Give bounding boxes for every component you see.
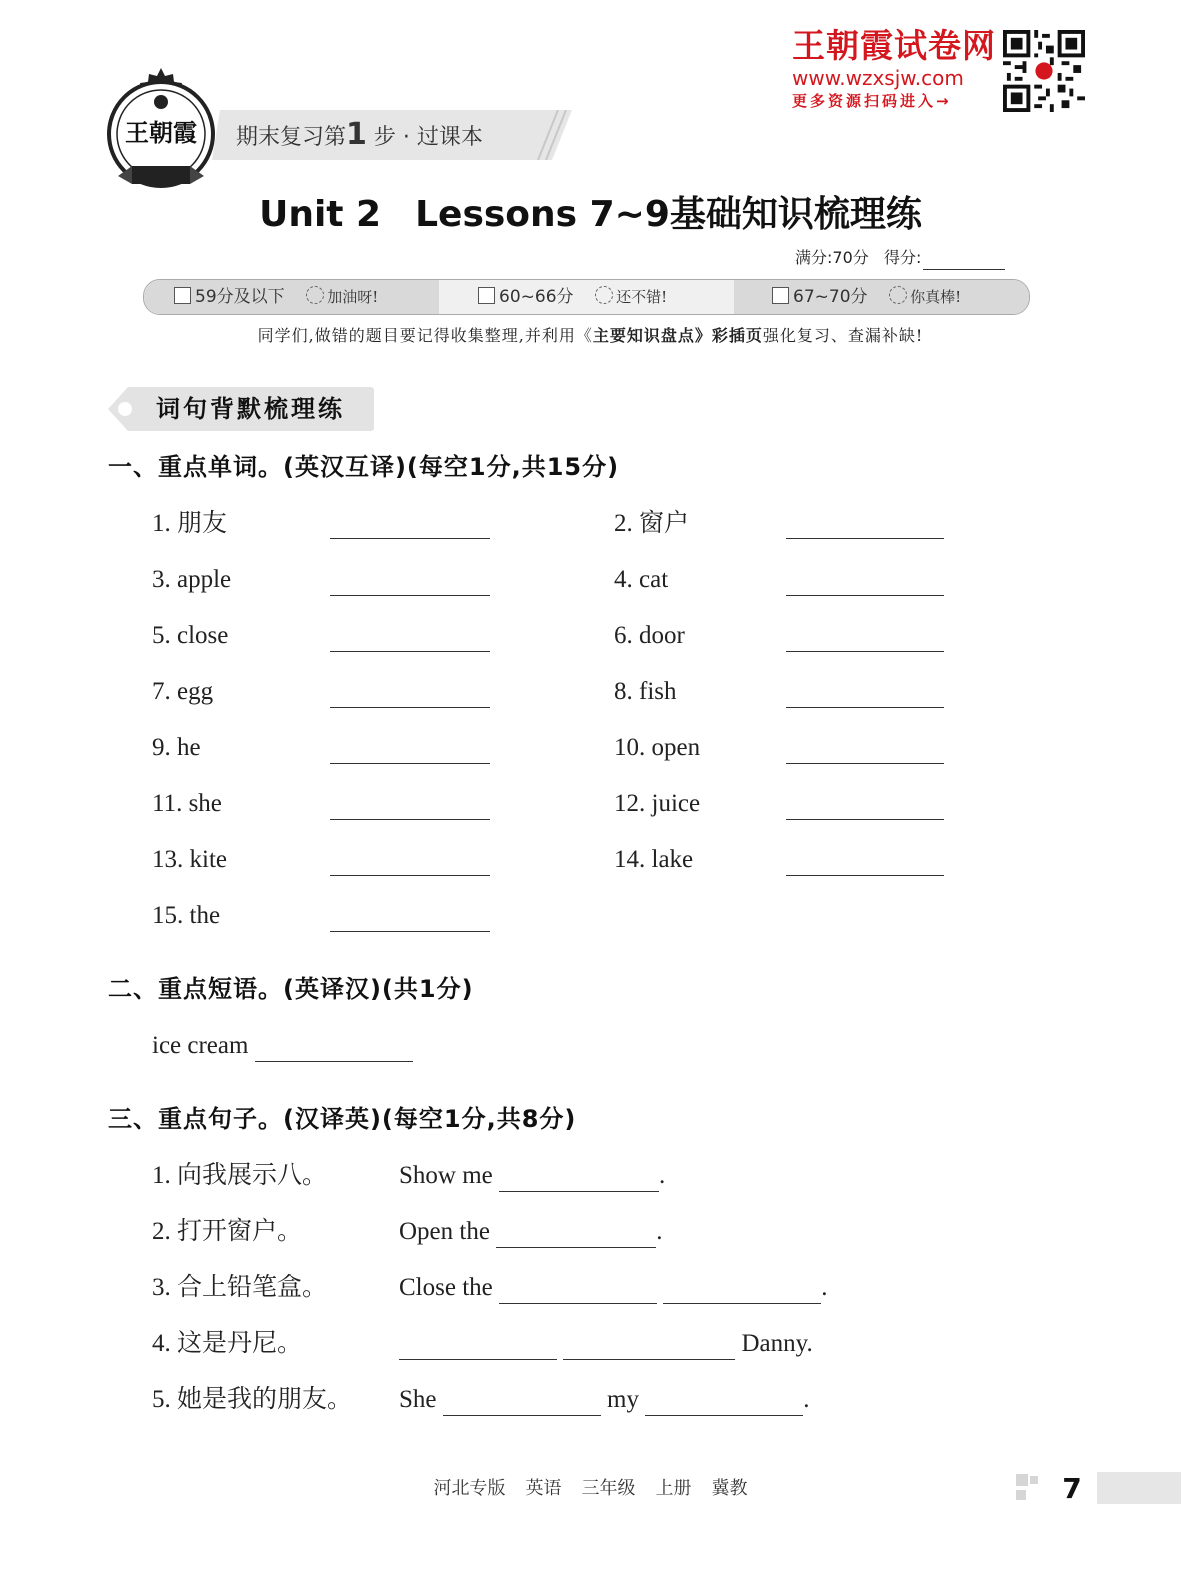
sentence-blank[interactable] bbox=[499, 1165, 659, 1192]
word-blank[interactable] bbox=[330, 707, 490, 708]
banner-title: 期末复习第1 步 · 过课本 bbox=[236, 117, 483, 152]
page-number-bar bbox=[1097, 1472, 1181, 1504]
word-item: 5. close bbox=[152, 622, 229, 649]
rating-item-high[interactable]: 67~70分 你真棒! bbox=[772, 286, 961, 308]
sentence-blank[interactable] bbox=[399, 1333, 557, 1360]
rating-bar bbox=[143, 279, 1030, 315]
brand-url[interactable]: www.wzxsjw.com bbox=[792, 66, 964, 90]
word-blank[interactable] bbox=[330, 875, 490, 876]
part3-heading: 三、重点句子。(汉译英)(每空1分,共8分) bbox=[108, 1105, 577, 1133]
word-item: 4. cat bbox=[614, 566, 669, 593]
word-blank[interactable] bbox=[330, 763, 490, 764]
word-blank[interactable] bbox=[786, 875, 944, 876]
sentence-blank[interactable] bbox=[645, 1389, 803, 1416]
sentence-blank[interactable] bbox=[443, 1389, 601, 1416]
brand-name: 王朝霞试卷网 bbox=[792, 26, 996, 65]
word-item: 15. the bbox=[152, 902, 221, 929]
checkbox-icon[interactable] bbox=[772, 287, 789, 304]
word-item: 2. 窗户 bbox=[614, 510, 690, 537]
sentence-cn: 2. 打开窗户。 bbox=[152, 1218, 303, 1245]
word-blank[interactable] bbox=[330, 931, 490, 932]
footer-grade: 三年级 bbox=[581, 1478, 636, 1499]
word-item: 12. juice bbox=[614, 790, 701, 817]
lessons-label: Lessons 7~9基础知识梳理练 bbox=[415, 194, 922, 235]
sentence-blank[interactable] bbox=[499, 1277, 657, 1304]
brand-block bbox=[792, 28, 1002, 112]
qr-code-icon[interactable] bbox=[1003, 30, 1085, 112]
sentence-cn: 5. 她是我的朋友。 bbox=[152, 1386, 353, 1413]
badge-logo-icon bbox=[104, 66, 219, 192]
sentence-en: She my . bbox=[399, 1384, 809, 1416]
footer-info bbox=[0, 1476, 1181, 1502]
sentence-en: Danny. bbox=[399, 1328, 813, 1360]
part2-heading: 二、重点短语。(英译汉)(共1分) bbox=[108, 975, 474, 1003]
checkbox-icon[interactable] bbox=[478, 287, 495, 304]
page-title bbox=[0, 190, 1181, 240]
word-item: 6. door bbox=[614, 622, 685, 649]
word-item: 13. kite bbox=[152, 846, 227, 873]
sentence-cn: 4. 这是丹尼。 bbox=[152, 1330, 303, 1357]
got-score-label: 得分: bbox=[884, 248, 922, 267]
badge-text: 王朝霞 bbox=[125, 118, 197, 147]
page-deco-icon bbox=[1016, 1490, 1026, 1500]
sentence-blank[interactable] bbox=[663, 1277, 821, 1304]
word-blank[interactable] bbox=[786, 651, 944, 652]
sentence-blank[interactable] bbox=[563, 1333, 735, 1360]
page-deco-icon bbox=[1016, 1474, 1028, 1486]
face-icon bbox=[595, 286, 613, 304]
brand-tip: 更多资源扫码进入→ bbox=[792, 92, 952, 110]
sentence-cn: 3. 合上铅笔盒。 bbox=[152, 1274, 328, 1301]
sentence-en: Open the . bbox=[399, 1216, 662, 1248]
face-icon bbox=[306, 286, 324, 304]
word-item: 14. lake bbox=[614, 846, 694, 873]
word-blank[interactable] bbox=[330, 538, 490, 539]
page-number: 7 bbox=[1062, 1472, 1082, 1505]
phrase-item: ice cream bbox=[152, 1030, 413, 1062]
word-blank[interactable] bbox=[330, 651, 490, 652]
word-blank[interactable] bbox=[786, 538, 944, 539]
footer-edition: 河北专版 bbox=[433, 1478, 506, 1499]
footer-volume: 上册 bbox=[655, 1478, 692, 1499]
word-item: 9. he bbox=[152, 734, 201, 761]
sentence-en: Close the . bbox=[399, 1272, 828, 1304]
checkbox-icon[interactable] bbox=[174, 287, 191, 304]
footer-subject: 英语 bbox=[525, 1478, 562, 1499]
full-score-label: 满分:70分 bbox=[795, 248, 869, 267]
word-blank[interactable] bbox=[330, 819, 490, 820]
part1-heading: 一、重点单词。(英汉互译)(每空1分,共15分) bbox=[108, 453, 620, 481]
score-line bbox=[795, 246, 1005, 270]
tip-text: 同学们,做错的题目要记得收集整理,并利用《主要知识盘点》彩插页强化复习、查漏补缺! bbox=[257, 326, 924, 345]
score-input[interactable] bbox=[923, 251, 1005, 270]
unit-label: Unit 2 bbox=[259, 194, 382, 235]
section-title: 词句背默梳理练 bbox=[156, 395, 345, 423]
word-blank[interactable] bbox=[786, 707, 944, 708]
sentence-en: Show me . bbox=[399, 1160, 665, 1192]
word-blank[interactable] bbox=[330, 595, 490, 596]
word-item: 3. apple bbox=[152, 566, 232, 593]
rating-item-low[interactable]: 59分及以下 加油呀! bbox=[174, 286, 378, 308]
page-deco-icon bbox=[1030, 1476, 1038, 1484]
word-blank[interactable] bbox=[786, 595, 944, 596]
word-item: 8. fish bbox=[614, 678, 677, 705]
sentence-cn: 1. 向我展示八。 bbox=[152, 1162, 328, 1189]
word-item: 7. egg bbox=[152, 678, 214, 705]
footer-publisher: 冀教 bbox=[711, 1478, 748, 1499]
rating-item-mid[interactable]: 60~66分 还不错! bbox=[478, 286, 667, 308]
word-item: 1. 朋友 bbox=[152, 510, 228, 537]
word-blank[interactable] bbox=[786, 763, 944, 764]
word-blank[interactable] bbox=[786, 819, 944, 820]
phrase-blank[interactable] bbox=[255, 1035, 413, 1062]
word-item: 11. she bbox=[152, 790, 222, 817]
face-icon bbox=[889, 286, 907, 304]
word-item: 10. open bbox=[614, 734, 701, 761]
sentence-blank[interactable] bbox=[496, 1221, 656, 1248]
section-dot-icon bbox=[118, 402, 132, 416]
